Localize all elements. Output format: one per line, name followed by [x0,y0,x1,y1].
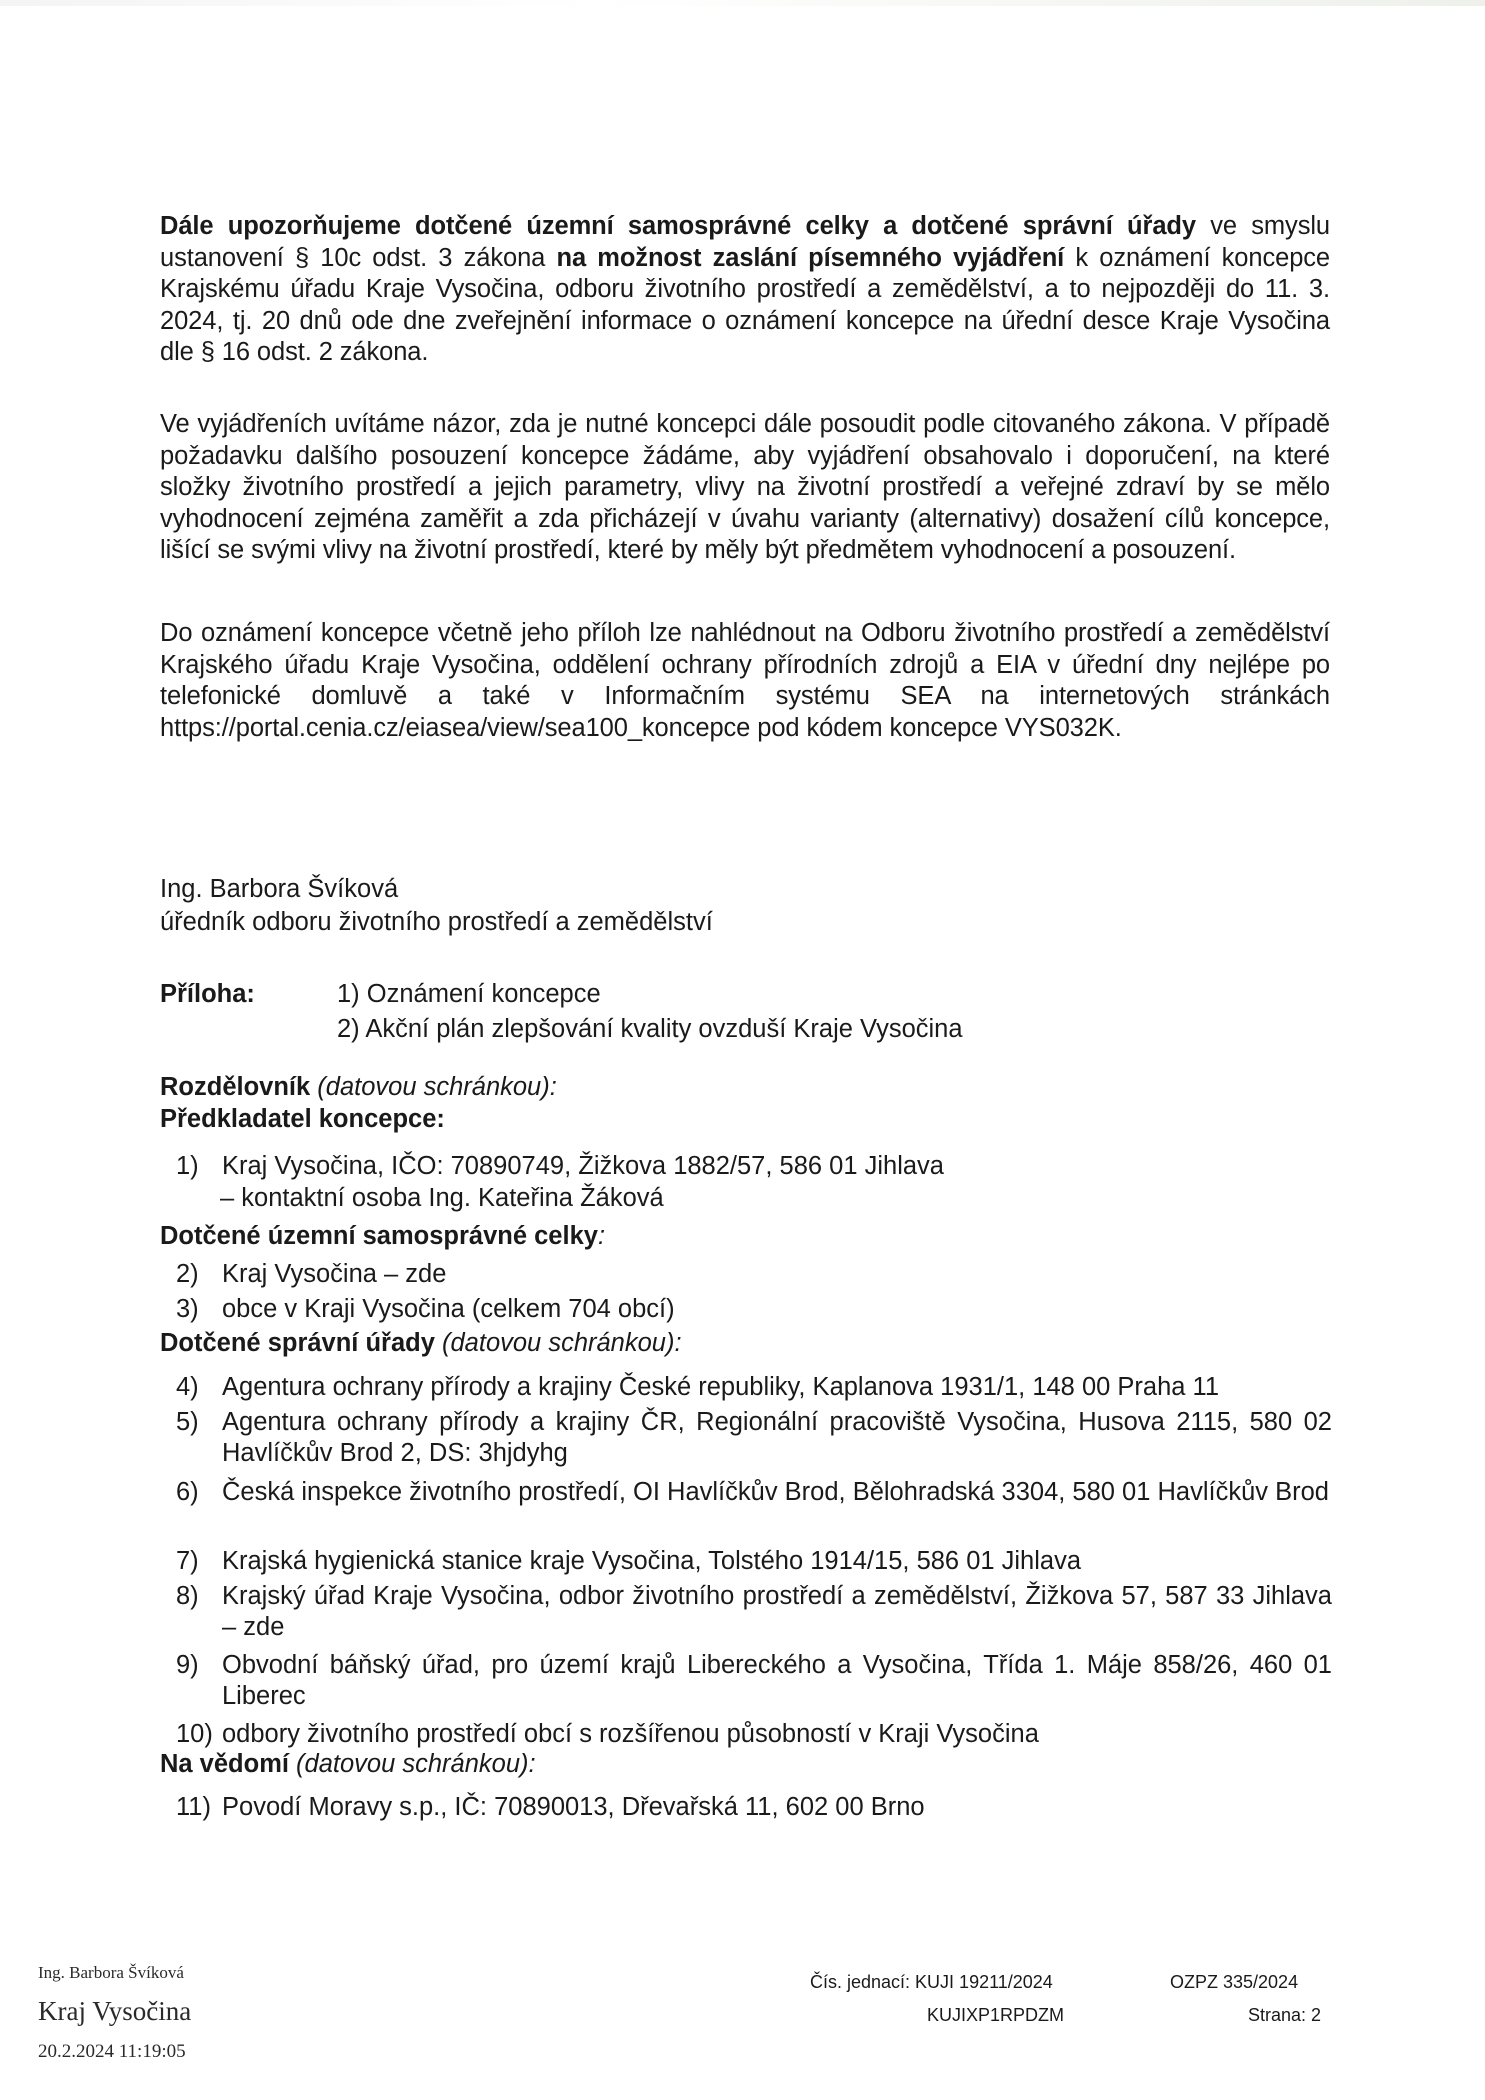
department-file-number: OZPZ 335/2024 [1170,1972,1299,1992]
municipal-heading-suffix: : [597,1222,606,1250]
informed-heading-italic: (datovou schránkou): [288,1750,536,1778]
attachments-label: Příloha: [160,980,255,1008]
submitter-heading-text: Předkladatel koncepce: [160,1105,445,1133]
signatory-title: úředník odboru životního prostředí a zemědělství [160,908,713,936]
list-item-number: 4) [176,1373,199,1401]
list-item-text: Krajský úřad Kraje Vysočina, odbor životního prostředí a zemědělství, Žižkova 57, 587 33 Jihlava – zde [222,1582,1332,1641]
stamp-timestamp: 20.2.2024 11:19:05 [38,2041,186,2062]
municipal-heading [160,1221,1340,1252]
list-item-text: Agentura ochrany přírody a krajiny České republiky, Kaplanova 1931/1, 148 00 Praha 11 [222,1373,1220,1401]
document-code: KUJIXP1RPDZM [927,2005,1065,2025]
list-item-number: 5) [176,1408,199,1436]
paragraph-access: Do oznámení koncepce včetně jeho příloh lze nahlédnout na Odboru životního prostředí a zemědělství Krajského úřadu Kraje Vysočina, oddělení ochrany přírodních zdrojů a EIA v úřední dny nejlépe po telefonické domluvě a také v Informačním systému SEA na internetových stránkách https://portal.cenia.cz/eiasea/view/sea100_koncepce pod kódem koncepce VYS032K. [160,619,1330,742]
list-item-number: 8) [176,1582,199,1610]
stamp-signer-name: Ing. Barbora Švíková [38,1963,184,1982]
distribution-heading-bold: Rozdělovník [160,1073,311,1101]
notice-bold-1: Dále upozorňujeme dotčené územní samosprávné celky a dotčené správní úřady [160,212,1196,240]
offices-heading-bold: Dotčené správní úřady [160,1329,435,1357]
paragraph-opinion: Ve vyjádřeních uvítáme názor, zda je nutné koncepci dále posoudit podle citovaného zákona. V případě požadavku dalšího posouzení koncepce žádáme, aby vyjádření obsahovalo i doporučení, na které složky životního prostředí a jejich parametry, vlivy na životní prostředí a veřejné zdraví by se mělo vyhodnocení zejména zaměřit a zda přicházejí v úvahu varianty (alternativy) dosažení cílů koncepce, lišící se svými vlivy na životní prostředí, které by měly být předmětem vyhodnocení a posouzení. [160,410,1330,564]
list-item-number: 6) [176,1478,199,1506]
list-item-text: Obvodní báňský úřad, pro území krajů Libereckého a Vysočina, Třída 1. Máje 858/26, 460 01 Liberec [222,1651,1332,1710]
distribution-heading-italic: (datovou schránkou): [310,1073,557,1101]
list-item-text: Krajská hygienická stanice kraje Vysočina, Tolstého 1914/15, 586 01 Jihlava [222,1547,1082,1575]
list-item-text: Agentura ochrany přírody a krajiny ČR, Regionální pracoviště Vysočina, Husova 2115, 580 02 Havlíčkův Brod 2, DS: 3hjdyhg [222,1408,1332,1467]
list-item-text: Kraj Vysočina – zde [222,1260,447,1288]
list-item-text: obce v Kraji Vysočina (celkem 704 obcí) [222,1295,675,1323]
list-item-number: 11) [176,1793,211,1821]
list-item-number: 2) [176,1260,199,1288]
list-item-number: 10) [176,1720,213,1748]
notice-text-1: ve smyslu ustanovení § 10c odst. 3 zákona [160,212,1330,272]
informed-heading-bold: Na vědomí [160,1750,289,1778]
list-item-text: Česká inspekce životního prostředí, OI Havlíčkův Brod, Bělohradská 3304, 580 01 Havlíčkův Brod [222,1478,1329,1506]
list-item-text: – kontaktní osoba Ing. Kateřina Žáková [220,1184,664,1212]
list-item-number: 1) [176,1152,199,1180]
list-item-number: 3) [176,1295,199,1323]
page-number: Strana: 2 [1248,2005,1322,2025]
distribution-heading [160,1072,1340,1103]
list-item-number: 9) [176,1651,199,1679]
list-item-text: Kraj Vysočina, IČO: 70890749, Žižkova 1882/57, 586 01 Jihlava [222,1152,944,1180]
attachment-item: 1) Oznámení koncepce [337,980,601,1008]
list-item-number: 7) [176,1547,199,1575]
list-item-text: Povodí Moravy s.p., IČ: 70890013, Dřevařská 11, 602 00 Brno [222,1793,925,1821]
scan-edge [0,0,1485,6]
stamp-organization: Kraj Vysočina [38,1996,192,2026]
list-item-text: odbory životního prostředí obcí s rozšířenou působností v Kraji Vysočina [222,1720,1039,1748]
reference-number: Čís. jednací: KUJI 19211/2024 [810,1972,1053,1992]
notice-bold-2: na možnost zaslání písemného vyjádření [556,243,1065,272]
offices-heading-italic: (datovou schránkou): [434,1329,682,1357]
notice-text-2: k oznámení koncepce Krajskému úřadu Kraje Vysočina, odboru životního prostředí a zemědělství, a to nejpozději do 11. 3. 2024, tj. 20 dnů ode dne zveřejnění informace o oznámení koncepce na úřední desce Kraje Vysočina dle § 16 odst. 2 zákona. [160,243,1331,366]
informed-heading [160,1749,1340,1780]
attachment-item: 2) Akční plán zlepšování kvality ovzduší Kraje Vysočina [337,1015,963,1043]
municipal-heading-text: Dotčené územní samosprávné celky [160,1222,598,1250]
submitter-heading [160,1104,1340,1135]
signatory-name: Ing. Barbora Švíková [160,875,399,903]
paragraph-notice [160,211,1330,369]
offices-heading [160,1328,1340,1359]
